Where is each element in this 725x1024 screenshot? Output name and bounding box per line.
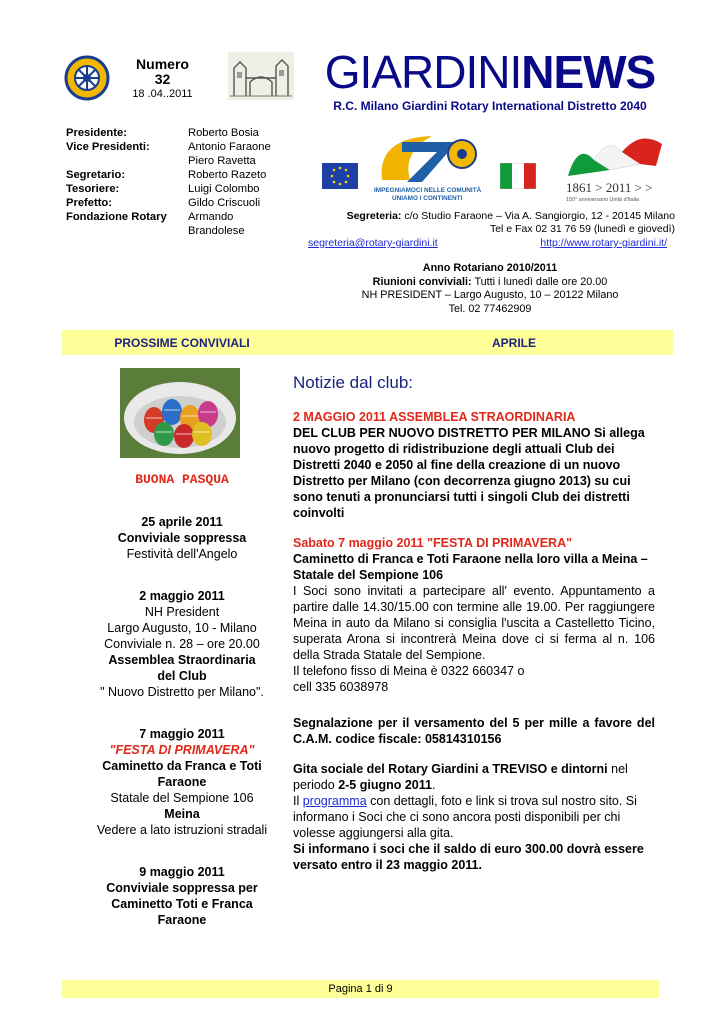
programma-link[interactable]: programma [302, 794, 367, 808]
news-5-per-mille: Segnalazione per il versamento del 5 per mille a favore del C.A.M. codice fiscale: 05814310156 [293, 716, 655, 746]
website-link[interactable]: http://www.rotary-giardini.it/ [540, 237, 667, 249]
venue-line: NH PRESIDENT – Largo Augusto, 10 – 20122 Milano [361, 289, 619, 302]
club-subtitle: R.C. Milano Giardini Rotary International Distretto 2040 [333, 99, 647, 113]
officer-row: Tesoriere: Luigi Colombo [66, 183, 260, 195]
event-2-maggio: 2 maggio 2011 NH President Largo Augusto, 10 - Milano Conviviale n. 28 – ore 20.00 Assemblea Straordinaria del Club " Nuovo Distretto per Milano". [100, 589, 264, 699]
news-gita-treviso: Gita sociale del Rotary Giardini a TREVISO e dintorni nel periodo 2-5 giugno 2011. Il programma con dettagli, foto e link si trova sul nostro sito. Si informano i Soci che ci sono ancora posti disponibili per chi volesse aggiungersi alla gita. Si informano i soci che il saldo di euro 300.00 dovrà essere versato entro il 23 maggio 2011. [293, 762, 644, 872]
rotary-70-logo-icon [362, 130, 497, 205]
event-7-maggio: 7 maggio 2011 "FESTA DI PRIMAVERA" Caminetto da Franca e Toti Faraone Statale del Sempione 106 Meina Vedere a lato istruzioni stradali [96, 727, 268, 837]
email-link[interactable]: segreteria@rotary-giardini.it [308, 237, 438, 249]
left-column [62, 472, 302, 954]
logos-row [322, 130, 672, 205]
anno-title: Anno Rotariano 2010/2011 [422, 262, 558, 274]
castle-sketch-icon [228, 52, 294, 100]
segreteria-phone: Tel e Fax 02 31 76 59 (lunedì e giovedì) [489, 223, 675, 235]
officer-row: Prefetto: Gildo Criscuoli [66, 197, 261, 209]
issue-number-label: Numero [136, 56, 189, 72]
issue-info [105, 57, 220, 102]
svg-text:150° anniversario Unità d'Ital: 150° anniversario Unità d'Italia [566, 197, 640, 203]
notizie-heading: Notizie dal club: [293, 373, 414, 392]
anno-rotariano [305, 262, 675, 316]
band-right-label: APRILE [491, 335, 536, 350]
italy-flag-icon [500, 163, 536, 189]
newsletter-title: GIARDININEWS [324, 46, 656, 98]
section-band [62, 330, 673, 355]
right-column [293, 375, 655, 887]
segreteria-info [305, 210, 675, 250]
event-25-aprile: 25 aprile 2011 Conviviale soppressa Festività dell'Angelo [117, 515, 247, 561]
venue-phone: Tel. 02 77462909 [448, 302, 532, 315]
page-footer: Pagina 1 di 9 [62, 980, 659, 998]
band-left-label: PROSSIME CONVIVIALI [114, 335, 250, 350]
event-9-maggio: 9 maggio 2011 Conviviale soppressa per Caminetto Toti e Franca Faraone [106, 865, 258, 927]
officer-row: Presidente: Roberto Bosia [66, 127, 259, 139]
officers-list [66, 126, 271, 238]
news-festa-primavera: Sabato 7 maggio 2011 "FESTA DI PRIMAVERA" Caminetto di Franca e Toti Faraone nella loro villa a Meina – Statale del Sempione 106 I Soci sono invitati a partecipare all' evento. Appuntamento a partire dalle 14.30/15.00 con termine alle 19.00. Per raggiungere Meina in auto da Milano si consiglia l'uscita a Castelletto Ticino, superata Arona si incontrerà Meina dove ci si ferma al n. 106 della Strada Statale del Sempione. Il telefono fisso di Meina è 0322 660347 o cell 335 6038978 [293, 536, 655, 694]
masthead [305, 48, 675, 113]
issue-number: 32 [154, 71, 171, 87]
issue-date: 18 .04..2011 [132, 88, 193, 100]
eu-flag-icon [322, 163, 358, 189]
anniversary-flags-icon [560, 130, 672, 205]
easter-eggs-image [120, 368, 240, 458]
buona-pasqua-heading: BUONA PASQUA [135, 472, 229, 487]
officer-row: Fondazione Rotary Armando Brandolese [66, 211, 245, 237]
segreteria-address: Segreteria: c/o Studio Faraone – Via A. Sangiorgio, 12 - 20145 Milano [346, 210, 675, 222]
officer-row: Vice Presidenti: Antonio Faraone Piero Ravetta [66, 141, 271, 167]
svg-text:UNIAMO I CONTINENTI: UNIAMO I CONTINENTI [392, 195, 463, 202]
svg-text:IMPEGNIAMOCI NELLE COMUNITÀ: IMPEGNIAMOCI NELLE COMUNITÀ [374, 187, 482, 194]
riunioni-line: Riunioni conviviali: Tutti i lunedì dalle ore 20.00 [372, 275, 608, 288]
news-assemblea: 2 MAGGIO 2011 ASSEMBLEA STRAORDINARIA DEL CLUB PER NUOVO DISTRETTO PER MILANO Si allega nuovo progetto di ridistribuzione degli attuali Club dei Distretti 2040 e 2050 al fine della creazione di un nuovo Distretto per Milano (con decorrenza giugno 2013) su cui sono tenuti a pronunciarsi tutti i singoli Club dei distretti coinvolti [293, 410, 645, 520]
rotary-wheel-icon [64, 55, 110, 101]
officer-row: Segretario: Roberto Razeto [66, 169, 267, 181]
svg-text:1861 > 2011 > >: 1861 > 2011 > > [566, 180, 653, 195]
